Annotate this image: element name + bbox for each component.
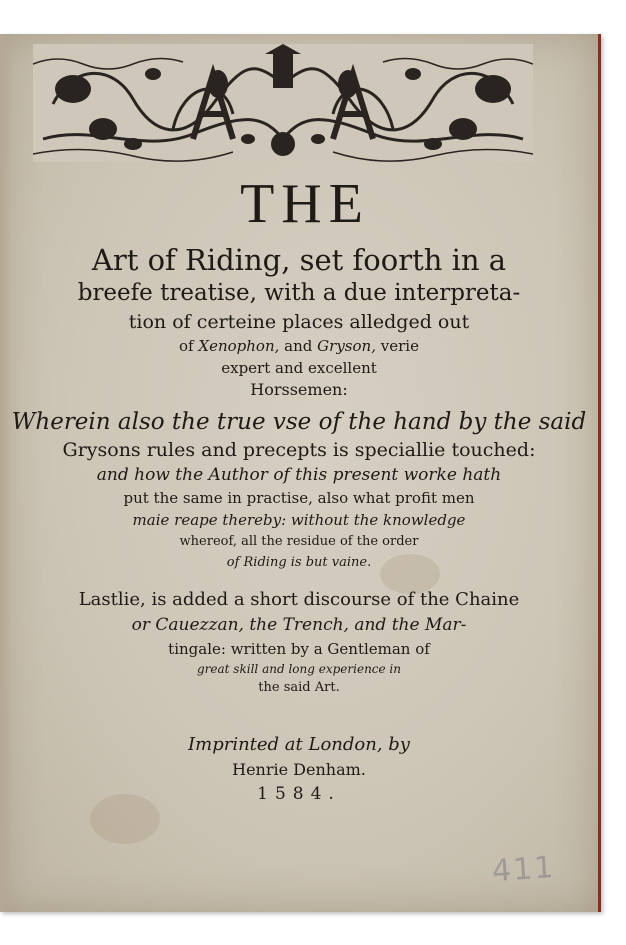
subtitle-word: of bbox=[179, 337, 194, 355]
subtitle-line: Art of Riding, set foorth in a bbox=[91, 243, 507, 277]
subtitle-name-xenophon: Xenophon, bbox=[198, 337, 280, 355]
lastly-line: or Cauezzan, the Trench, and the Mar- bbox=[131, 615, 467, 635]
wherein-line: of Riding is but vaine. bbox=[226, 555, 372, 570]
wherein-line: maie reape thereby: without the knowledge bbox=[132, 511, 466, 529]
subtitle-word: verie bbox=[380, 337, 419, 355]
wherein-line: Grysons rules and precepts is speciallie touched: bbox=[62, 439, 536, 461]
imprint-printer: Henrie Denham. bbox=[232, 760, 366, 779]
subtitle-line: tion of certeine places alledged out bbox=[128, 311, 470, 333]
lastly-line: great skill and long experience in bbox=[197, 662, 401, 676]
woodcut-ornament-headpiece-icon bbox=[33, 44, 533, 162]
subtitle-word: and bbox=[284, 337, 313, 355]
subtitle-line: breefe treatise, with a due interpreta- bbox=[77, 280, 521, 306]
wherein-line: Wherein also the true vse of the hand by the said bbox=[11, 409, 587, 435]
wherein-line: put the same in practise, also what profit men bbox=[123, 489, 475, 507]
imprint-line: Imprinted at London, by bbox=[188, 734, 410, 755]
lastly-line: tingale: written by a Gentleman of bbox=[168, 640, 430, 658]
pencil-mark: 411 bbox=[490, 849, 557, 890]
subtitle-line: Horssemen: bbox=[250, 380, 348, 399]
title-text bbox=[0, 172, 598, 806]
subtitle-line: expert and excellent bbox=[221, 359, 377, 377]
lastly-line: the said Art. bbox=[258, 680, 340, 695]
subtitle-name-gryson: Gryson, bbox=[317, 337, 376, 355]
wherein-line: and how the Author of this present worke hath bbox=[96, 465, 502, 485]
title-page bbox=[0, 34, 601, 912]
lastly-line: Lastlie, is added a short discourse of the Chaine bbox=[78, 589, 520, 610]
imprint-year: 1584. bbox=[257, 784, 341, 804]
main-title: THE bbox=[240, 173, 370, 235]
subtitle-line-authors bbox=[0, 335, 598, 357]
wherein-line: whereof, all the residue of the order bbox=[179, 534, 419, 549]
